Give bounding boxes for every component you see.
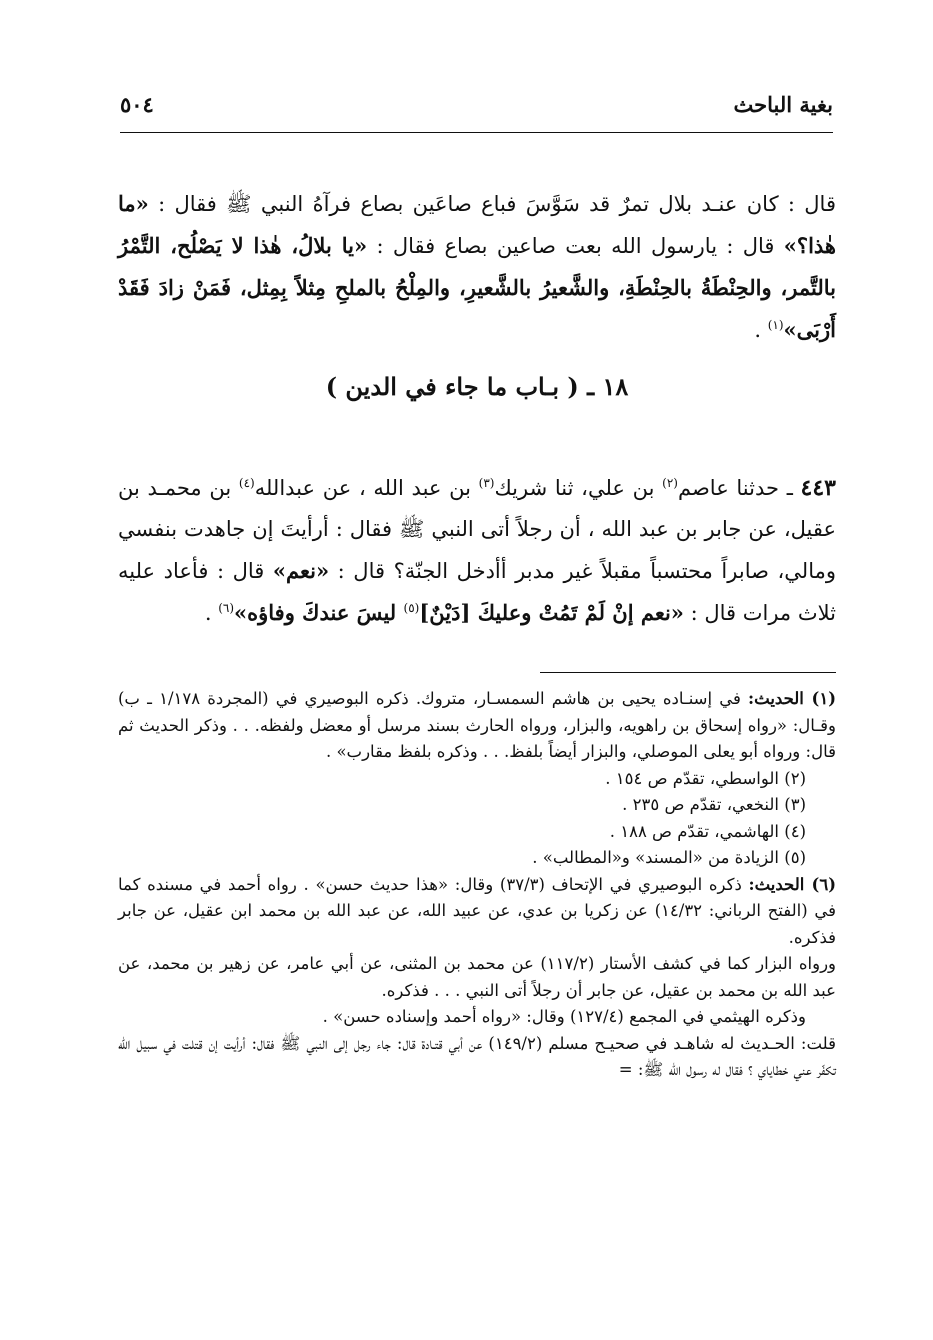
footnote-6-continued: قلت: الحـديث له شاهـد في صحيـح مسلم (١٤٩/٢) عن أبي قتـادة قال: جاء رجل إلى النبي ﷺ فقال: أرأيت إن قتلت في سبيل الله تكفّر عني خطاياي ؟ فقال له رسول الله ﷺ: =	[118, 1033, 836, 1079]
paragraph-text: ـ حدثنا عاصم	[677, 476, 801, 500]
page-header	[120, 92, 833, 126]
footnote-1	[118, 686, 836, 766]
paragraph-text: قال : يارسول الله بعت صاعين بصاع فقال :	[367, 234, 784, 258]
footnotes	[118, 686, 836, 1084]
footnote-ref: (٣)	[478, 476, 495, 490]
paragraph-text: قال : كان عنـد بلال تمرٌ قد سَوَّسَ فباع صاعَين بصاع فرآهُ النبي ﷺ فقال :	[148, 192, 836, 216]
footnote-5: (٥) الزيادة من «المسند» و«المطالب» .	[532, 848, 806, 867]
paragraph-text: بن محمـد بن عقيل، عن جابر بن عبد الله ، أن رجلاً أتى النبي ﷺ فقال : أرأيتَ إن جاهدت بنفسي ومالي، صابراً محتسباً مقبلاً غير مدبر أأدخل الجنّة؟ قال :	[118, 476, 836, 583]
hadith-quote: «يا بلالُ، هٰذا لا يَصْلُح، التَّمْرُ بالتَّمر، والحِنْطَةُ بالحِنْطَةِ، والشَّعيرُ بالشَّعيرِ، والمِلْحُ بالملحِ مِثلاً بِمِثل، فَمَنْ زادَ فَقَدْ أَرْبَى»	[118, 233, 836, 342]
footnote-3: (٣) النخعي، تقدّم ص ٢٣٥ .	[622, 795, 806, 814]
footnote-4: (٤) الهاشمي، تقدّم ص ١٨٨ .	[609, 821, 806, 841]
footnote-label: (٦) الحديث:	[748, 874, 836, 894]
paragraph-text: .	[754, 318, 768, 342]
footnote-6	[118, 872, 836, 952]
hadith-quote: ليسَ عندكَ وفاؤه»	[234, 600, 404, 625]
footnote-text: في إسنـاده يحيى بن هاشم السمسـار، متروك. ذكره البوصيري في (المجردة ١/١٧٨ ـ ب) وقـال: «رواه إسحاق بن راهويه، والبزار، ورواه الحارث بسند مرسل أو معضل ولفظه. . . وذكر الحديث ثم قال: ورواه أبو يعلى الموصلي، والبزار أيضاً بلفظ. . . وذكره بلفظ مقارب» .	[118, 689, 836, 761]
hadith-paragraph	[118, 468, 836, 634]
footnote-label: (١) الحديث:	[748, 689, 836, 708]
footnote-6-continued: ورواه البزار كما في كشف الأستار (١١٧/٢) عن محمد بن المثنى، عن أبي عامر، عن زهير بن محمد، عن عبد الله بن محمد بن عقيل، عن جابر أن رجلاً أتى النبي . . . فذكره.	[118, 954, 836, 1000]
top-paragraph	[118, 183, 836, 351]
section-heading: ١٨ ـ ( بـاب ما جاء في الدين )	[325, 372, 629, 401]
footnote-ref: (٦)	[218, 601, 235, 615]
footnote-ref: (١)	[767, 318, 784, 332]
header-divider	[120, 132, 833, 133]
running-title: بغية الباحث	[733, 92, 833, 117]
hadith-quote: «نعم»	[272, 558, 330, 583]
hadith-quote: «نعم إنْ لَمْ تَمُتْ وعليكَ [دَيْنٌ]	[419, 600, 684, 625]
paragraph-text: .	[204, 601, 219, 625]
paragraph-text: بن علي، ثنا شريك	[494, 476, 663, 500]
paragraph-text: قال : فأعاد عليه ثلاث مرات قال :	[118, 559, 836, 625]
page-number: ٥٠٤	[120, 92, 154, 117]
footnote-ref: (٤)	[238, 476, 255, 490]
footnote-2: (٢) الواسطي، تقدّم ص ١٥٤ .	[605, 768, 806, 788]
footnote-6-continued: وذكره الهيثمي في المجمع (١٢٧/٤) وقال: «رواه أحمد وإسناده حسن» .	[322, 1007, 806, 1026]
paragraph-text: بن عبد الله ، عن عبدالله	[254, 476, 479, 500]
footnote-ref: (٢)	[662, 476, 678, 490]
footnote-divider	[540, 672, 836, 673]
footnote-ref: (٥)	[403, 601, 420, 615]
footnote-text: ذكره البوصيري في الإتحاف (٣٧/٣) وقال: «هذا حديث حسن» . رواه أحمد في مسنده كما في (الفتح الرباني: ١٤/٣٢) عن زكريا بن عدي، عن عبيد الله، عن عبد الله بن محمد ابن عقيل، عن جابر فذكره.	[118, 874, 836, 947]
hadith-quote: «ما هٰذا؟»	[118, 191, 836, 258]
hadith-number: ٤٤٣	[800, 475, 836, 501]
